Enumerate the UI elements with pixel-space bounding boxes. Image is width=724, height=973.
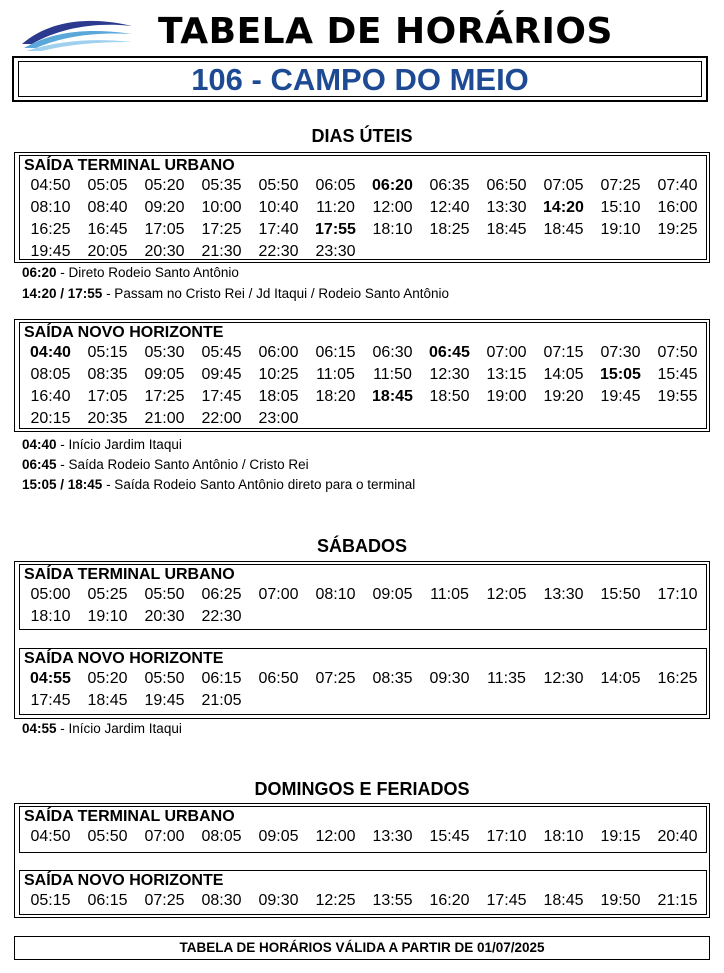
departure-time: 05:25 [87, 586, 128, 603]
departure-time: 07:25 [315, 670, 356, 687]
weekdays-terminal-group [14, 152, 710, 263]
departure-time: 05:50 [144, 586, 185, 603]
departure-time: 15:45 [657, 366, 698, 383]
departure-time: 15:45 [429, 828, 470, 845]
times-grid [22, 668, 706, 712]
departure-time: 12:40 [429, 199, 470, 216]
departure-time: 22:30 [201, 608, 242, 625]
departure-time: 09:30 [429, 670, 470, 687]
departure-time: 20:30 [144, 608, 185, 625]
departure-time: 17:45 [201, 388, 242, 405]
departure-time: 19:20 [543, 388, 584, 405]
validity-footer: TABELA DE HORÁRIOS VÁLIDA A PARTIR DE 01/07/2025 [14, 936, 710, 960]
times-grid [22, 890, 706, 912]
departure-time: 22:30 [258, 243, 299, 260]
times-grid [22, 175, 706, 263]
departure-time: 18:50 [429, 388, 470, 405]
weekdays-horizonte-block [19, 322, 707, 429]
departure-time: 04:50 [30, 177, 71, 194]
departure-time: 19:45 [144, 692, 185, 709]
departure-time: 08:05 [30, 366, 71, 383]
departure-time: 17:25 [201, 221, 242, 238]
departure-time: 17:05 [87, 388, 128, 405]
departure-time: 16:00 [657, 199, 698, 216]
departure-time: 04:50 [30, 828, 71, 845]
departure-time: 10:00 [201, 199, 242, 216]
departure-time: 14:05 [543, 366, 584, 383]
departure-time: 06:05 [315, 177, 356, 194]
departure-time: 14:20 [543, 199, 584, 216]
departure-time: 06:35 [429, 177, 470, 194]
departure-time: 08:35 [372, 670, 413, 687]
departure-time: 09:05 [258, 828, 299, 845]
departure-time: 19:55 [657, 388, 698, 405]
departure-time: 20:30 [144, 243, 185, 260]
departure-time: 07:25 [144, 892, 185, 909]
departure-time: 19:45 [600, 388, 641, 405]
departure-time: 18:45 [486, 221, 527, 238]
note: 06:45 - Saída Rodeio Santo Antônio / Cristo Rei [22, 457, 309, 472]
departure-time: 05:15 [30, 892, 71, 909]
departure-time: 20:05 [87, 243, 128, 260]
departure-time: 08:10 [315, 586, 356, 603]
saturdays-terminal-block [19, 564, 707, 630]
departure-time: 05:30 [144, 344, 185, 361]
departure-time: 06:15 [315, 344, 356, 361]
departure-time: 23:30 [315, 243, 356, 260]
weekdays-terminal-block [19, 155, 707, 260]
departure-time: 18:10 [372, 221, 413, 238]
departure-time: 13:30 [372, 828, 413, 845]
sundays-horizonte-block [19, 870, 707, 915]
departure-time: 08:05 [201, 828, 242, 845]
departure-time: 06:45 [429, 344, 470, 361]
departure-time: 12:05 [486, 586, 527, 603]
departure-time: 05:05 [87, 177, 128, 194]
departure-time: 06:20 [372, 177, 413, 194]
block-title: SAÍDA TERMINAL URBANO [24, 808, 235, 825]
departure-time: 05:15 [87, 344, 128, 361]
departure-time: 19:45 [30, 243, 71, 260]
section-title-weekdays: DIAS ÚTEIS [311, 126, 413, 146]
departure-time: 05:20 [87, 670, 128, 687]
note: 14:20 / 17:55 - Passam no Cristo Rei / Jd Itaqui / Rodeio Santo Antônio [22, 286, 449, 301]
departure-time: 06:00 [258, 344, 299, 361]
departure-time: 05:50 [87, 828, 128, 845]
departure-time: 18:25 [429, 221, 470, 238]
departure-time: 17:40 [258, 221, 299, 238]
sundays-group [14, 803, 710, 918]
departure-time: 21:15 [657, 892, 698, 909]
departure-time: 21:00 [144, 410, 185, 427]
departure-time: 07:15 [543, 344, 584, 361]
departure-time: 13:30 [543, 586, 584, 603]
departure-time: 06:50 [486, 177, 527, 194]
note: 04:40 - Início Jardim Itaqui [22, 437, 182, 452]
departure-time: 08:10 [30, 199, 71, 216]
departure-time: 19:10 [87, 608, 128, 625]
departure-time: 21:30 [201, 243, 242, 260]
departure-time: 16:25 [657, 670, 698, 687]
note: 15:05 / 18:45 - Saída Rodeio Santo Antônio direto para o terminal [22, 477, 416, 492]
departure-time: 13:55 [372, 892, 413, 909]
departure-time: 17:05 [144, 221, 185, 238]
departure-time: 12:30 [543, 670, 584, 687]
departure-time: 11:20 [316, 199, 355, 216]
departure-time: 16:45 [87, 221, 128, 238]
departure-time: 09:05 [372, 586, 413, 603]
departure-time: 04:40 [30, 344, 71, 361]
departure-time: 09:45 [201, 366, 242, 383]
departure-time: 08:40 [87, 199, 128, 216]
departure-time: 19:25 [657, 221, 698, 238]
departure-time: 07:00 [486, 344, 527, 361]
departure-time: 18:45 [543, 892, 584, 909]
route-box [12, 56, 708, 102]
departure-time: 12:30 [429, 366, 470, 383]
block-title: SAÍDA NOVO HORIZONTE [24, 650, 224, 667]
departure-time: 07:30 [600, 344, 641, 361]
departure-time: 17:55 [315, 221, 356, 238]
departure-time: 19:50 [600, 892, 641, 909]
note: 04:55 - Início Jardim Itaqui [22, 721, 182, 736]
departure-time: 19:15 [600, 828, 641, 845]
page-title: TABELA DE HORÁRIOS [158, 11, 613, 52]
departure-time: 18:45 [87, 692, 128, 709]
times-grid [22, 342, 706, 430]
departure-time: 06:50 [258, 670, 299, 687]
section-title-saturdays: SÁBADOS [316, 536, 407, 556]
departure-time: 18:20 [315, 388, 356, 405]
departure-time: 04:55 [30, 670, 71, 687]
departure-time: 17:25 [144, 388, 185, 405]
saturdays-horizonte-block [19, 648, 707, 715]
departure-time: 20:35 [87, 410, 128, 427]
departure-time: 17:45 [30, 692, 71, 709]
note: 06:20 - Direto Rodeio Santo Antônio [22, 265, 239, 280]
departure-time: 19:10 [600, 221, 641, 238]
sundays-terminal-block [19, 806, 707, 853]
departure-time: 05:50 [144, 670, 185, 687]
departure-time: 12:00 [315, 828, 356, 845]
departure-time: 11:50 [373, 366, 412, 383]
departure-time: 16:20 [429, 892, 470, 909]
departure-time: 07:05 [543, 177, 584, 194]
departure-time: 07:25 [600, 177, 641, 194]
block-title: SAÍDA NOVO HORIZONTE [24, 872, 224, 889]
departure-time: 12:00 [372, 199, 413, 216]
departure-time: 14:05 [600, 670, 641, 687]
departure-time: 17:45 [486, 892, 527, 909]
departure-time: 08:30 [201, 892, 242, 909]
departure-time: 06:15 [201, 670, 242, 687]
departure-time: 18:10 [30, 608, 71, 625]
departure-time: 07:00 [144, 828, 185, 845]
departure-time: 12:25 [315, 892, 356, 909]
departure-time: 17:10 [657, 586, 698, 603]
departure-time: 17:10 [486, 828, 527, 845]
section-title-sundays: DOMINGOS E FERIADOS [254, 779, 470, 799]
departure-time: 21:05 [201, 692, 242, 709]
departure-time: 18:45 [543, 221, 584, 238]
departure-time: 05:45 [201, 344, 242, 361]
departure-time: 07:40 [657, 177, 698, 194]
departure-time: 13:30 [486, 199, 527, 216]
departure-time: 15:05 [600, 366, 641, 383]
departure-time: 13:15 [486, 366, 527, 383]
route-title: 106 - CAMPO DO MEIO [191, 62, 529, 97]
departure-time: 09:30 [258, 892, 299, 909]
times-grid [22, 826, 706, 848]
departure-time: 06:15 [87, 892, 128, 909]
departure-time: 09:05 [144, 366, 185, 383]
departure-time: 11:35 [487, 670, 526, 687]
departure-time: 15:10 [600, 199, 641, 216]
saturdays-group [14, 561, 710, 719]
departure-time: 19:00 [486, 388, 527, 405]
departure-time: 23:00 [258, 410, 299, 427]
departure-time: 05:35 [201, 177, 242, 194]
departure-time: 05:00 [30, 586, 71, 603]
departure-time: 10:40 [258, 199, 299, 216]
departure-time: 22:00 [201, 410, 242, 427]
times-grid [22, 584, 706, 628]
departure-time: 07:50 [657, 344, 698, 361]
departure-time: 16:25 [30, 221, 71, 238]
departure-time: 10:25 [258, 366, 299, 383]
departure-time: 18:05 [258, 388, 299, 405]
departure-time: 09:20 [144, 199, 185, 216]
departure-time: 16:40 [30, 388, 71, 405]
departure-time: 18:10 [543, 828, 584, 845]
departure-time: 06:25 [201, 586, 242, 603]
departure-time: 05:20 [144, 177, 185, 194]
company-logo [20, 14, 134, 52]
departure-time: 08:35 [87, 366, 128, 383]
departure-time: 11:05 [430, 586, 469, 603]
block-title: SAÍDA TERMINAL URBANO [24, 157, 235, 174]
departure-time: 06:30 [372, 344, 413, 361]
departure-time: 20:15 [30, 410, 71, 427]
block-title: SAÍDA NOVO HORIZONTE [24, 324, 224, 341]
departure-time: 20:40 [657, 828, 698, 845]
departure-time: 11:05 [316, 366, 355, 383]
block-title: SAÍDA TERMINAL URBANO [24, 566, 235, 583]
departure-time: 18:45 [372, 388, 413, 405]
departure-time: 07:00 [258, 586, 299, 603]
departure-time: 05:50 [258, 177, 299, 194]
weekdays-horizonte-group [14, 319, 710, 432]
departure-time: 15:50 [600, 586, 641, 603]
